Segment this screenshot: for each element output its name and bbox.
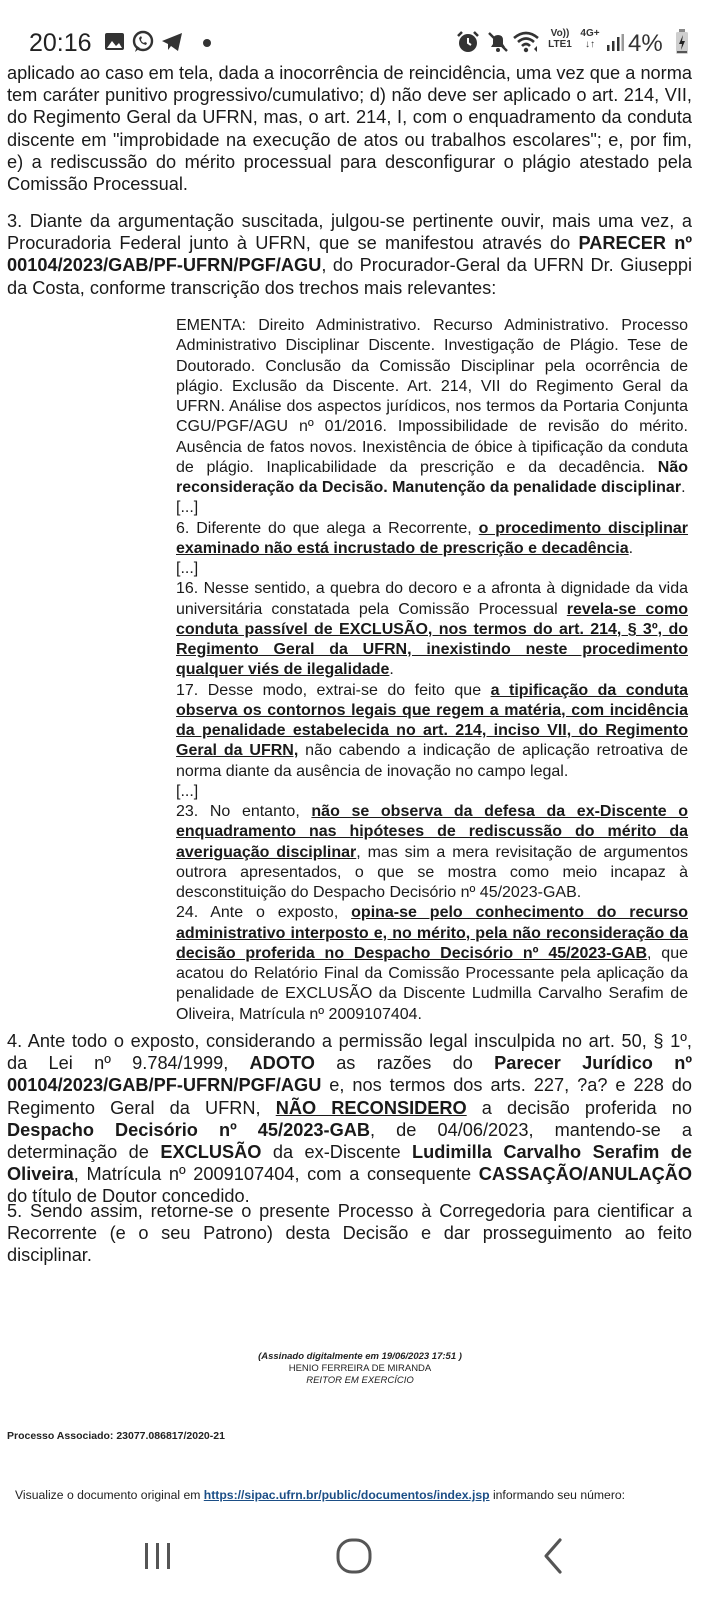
- signer-role: REITOR EM EXERCÍCIO: [306, 1375, 414, 1386]
- quote-item-16: 16. Nesse sentido, a quebra do decoro e a afronta à dignidade da vida universitária constatada pela Comissão Processual revela-se como conduta passível de EXCLUSÃO, nos termos do art. 214, § 3º, do Regimento Geral da UFRN, inexistindo neste procedimento qualquer viés de ilegalidade.: [176, 580, 689, 679]
- back-icon[interactable]: [538, 1536, 568, 1576]
- whatsapp-icon: [131, 30, 155, 54]
- telegram-icon: [160, 31, 184, 53]
- footer-note: Visualize o documento original em https://sipac.ufrn.br/public/documentos/index.jsp informando seu número:: [15, 1488, 626, 1502]
- quote-ementa: EMENTA: Direito Administrativo. Recurso Administrativo. Processo Administrativo Disciplinar Discente. Investigação de Plágio. Tese de Doutorado. Conclusão da Comissão Disciplinar pela ocorrência de plágio. Exclusão da Discente. Art. 214, VII do Regimento Geral da UFRN. Análise dos aspectos jurídicos, nos termos da Portaria Conjunta CGU/PGF/AGU nº 01/2016. Impossibilidade de revisão do mérito. Ausência de fatos novos. Inexistência de óbice à tipificação da conduta de plágio. Inaplicabilidade da prescrição e da decadência. Não reconsideração da Decisão. Manutenção da penalidade disciplinar.: [176, 317, 688, 496]
- battery-percent: 4%: [628, 30, 663, 57]
- quote-ellipsis: [...]: [176, 499, 199, 517]
- home-icon[interactable]: [334, 1536, 374, 1576]
- network-indicator: Vo)) LTE1: [548, 28, 572, 50]
- paragraph-5: 5. Sendo assim, retorne-se o presente Processo à Corregedoria para cientificar a Recorrente (e o seu Patrono) desta Decisão e dar prosseguimento ao feito disciplinar.: [7, 1201, 692, 1266]
- status-bar: [0, 22, 720, 62]
- quote-item-6: 6. Diferente do que alega a Recorrente, o procedimento disciplinar examinado não está incrustado de prescrição e decadência.: [176, 519, 689, 557]
- quote-item-24: 24. Ante o exposto, opina-se pelo conhecimento do recurso administrativo interposto e, no mérito, pela não reconsideração da decisão proferida no Despacho Decisório nº 45/2023-GAB, que acatou do Relatório Final da Comissão Processante pela aplicação da penalidade de EXCLUSÃO da Discente Ludmilla Carvalho Serafim de Oliveira, Matrícula nº 2009107404.: [176, 904, 688, 1023]
- alarm-icon: [455, 30, 481, 54]
- signal-icon: [606, 34, 624, 52]
- gallery-icon: [104, 32, 126, 52]
- paragraph-3: 3. Diante da argumentação suscitada, julgou-se pertinente ouvir, mais uma vez, a Procuradoria Federal junto à UFRN, que se manifestou através do PARECER nº 00104/2023/GAB/PF-UFRN/PGF/AGU, do Procurador-Geral da UFRN Dr. Giuseppi da Costa, conforme transcrição dos trechos mais relevantes:: [7, 211, 692, 298]
- quote-ellipsis: [...]: [176, 560, 199, 577]
- paragraph-intro: aplicado ao caso em tela, dada a inocorrência de reincidência, uma vez que a norma tem caráter punitivo progressivo/cumulativo; d) não deve ser aplicado o art. 214, VII, do Regimento Geral da UFRN, mas, o art. 214, I, com o enquadramento da conduta discente em "improbidade na execução de atos ou trabalhos escolares"; e, por fim, e) a rediscussão do mérito processual para desconfigurar o plágio atestado pela Comissão Processual.: [7, 63, 692, 195]
- battery-charging-icon: [676, 29, 688, 55]
- wifi-icon: [512, 30, 540, 54]
- signature-date: (Assinado digitalmente em 19/06/2023 17:51 ): [258, 1351, 462, 1362]
- navigation-bar: [0, 1530, 720, 1600]
- recent-apps-icon[interactable]: [140, 1538, 176, 1574]
- quoted-opinion: [176, 316, 688, 1025]
- quote-item-23: 23. No entanto, não se observa da defesa da ex-Discente o enquadramento nas hipóteses de rediscussão do mérito da averiguação disciplinar, mas sim a mera revisitação de argumentos outrora apresentados, o que se mostra como meio incapaz à desconstituição do Despacho Decisório nº 45/2023-GAB.: [176, 803, 689, 901]
- status-time: 20:16: [29, 29, 92, 57]
- associated-process: Processo Associado: 23077.086817/2020-21: [7, 1430, 225, 1442]
- signer-name: HENIO FERREIRA DE MIRANDA: [288, 1363, 432, 1374]
- dot-icon: [202, 38, 212, 48]
- signature-block: [0, 1351, 720, 1387]
- quote-item-17: 17. Desse modo, extrai-se do feito que a tipificação da conduta observa os contornos legais que regem a matéria, com incidência da penalidade estabelecida no art. 214, inciso VII, do Regimento Geral da UFRN, não cabendo a indicação de aplicação retroativa de norma diante da ausência de inovação no campo legal.: [176, 681, 688, 780]
- data-indicator: 4G+ ↓↑: [580, 28, 600, 50]
- original-document-link[interactable]: https://sipac.ufrn.br/public/documentos/index.jsp: [203, 1488, 490, 1502]
- paragraph-4: 4. Ante todo o exposto, considerando a permissão legal insculpida no art. 50, § 1º, da Lei nº 9.784/1999, ADOTO as razões do Parecer Jurídico nº 00104/2023/GAB/PF-UFRN/PGF/AGU e, nos termos dos arts. 227, ?a? e 228 do Regimento Geral da UFRN, NÃO RECONSIDERO a decisão proferida no Despacho Decisório nº 45/2023-GAB, de 04/06/2023, mantendo-se a determinação de EXCLUSÃO da ex-Discente Ludimilla Carvalho Serafim de Oliveira, Matrícula nº 2009107404, com a consequente CASSAÇÃO/ANULAÇÃO do título de Doutor concedido.: [7, 1031, 692, 1207]
- document-viewer[interactable]: [0, 62, 720, 1482]
- mute-icon: [486, 30, 510, 54]
- quote-ellipsis: [...]: [176, 782, 199, 800]
